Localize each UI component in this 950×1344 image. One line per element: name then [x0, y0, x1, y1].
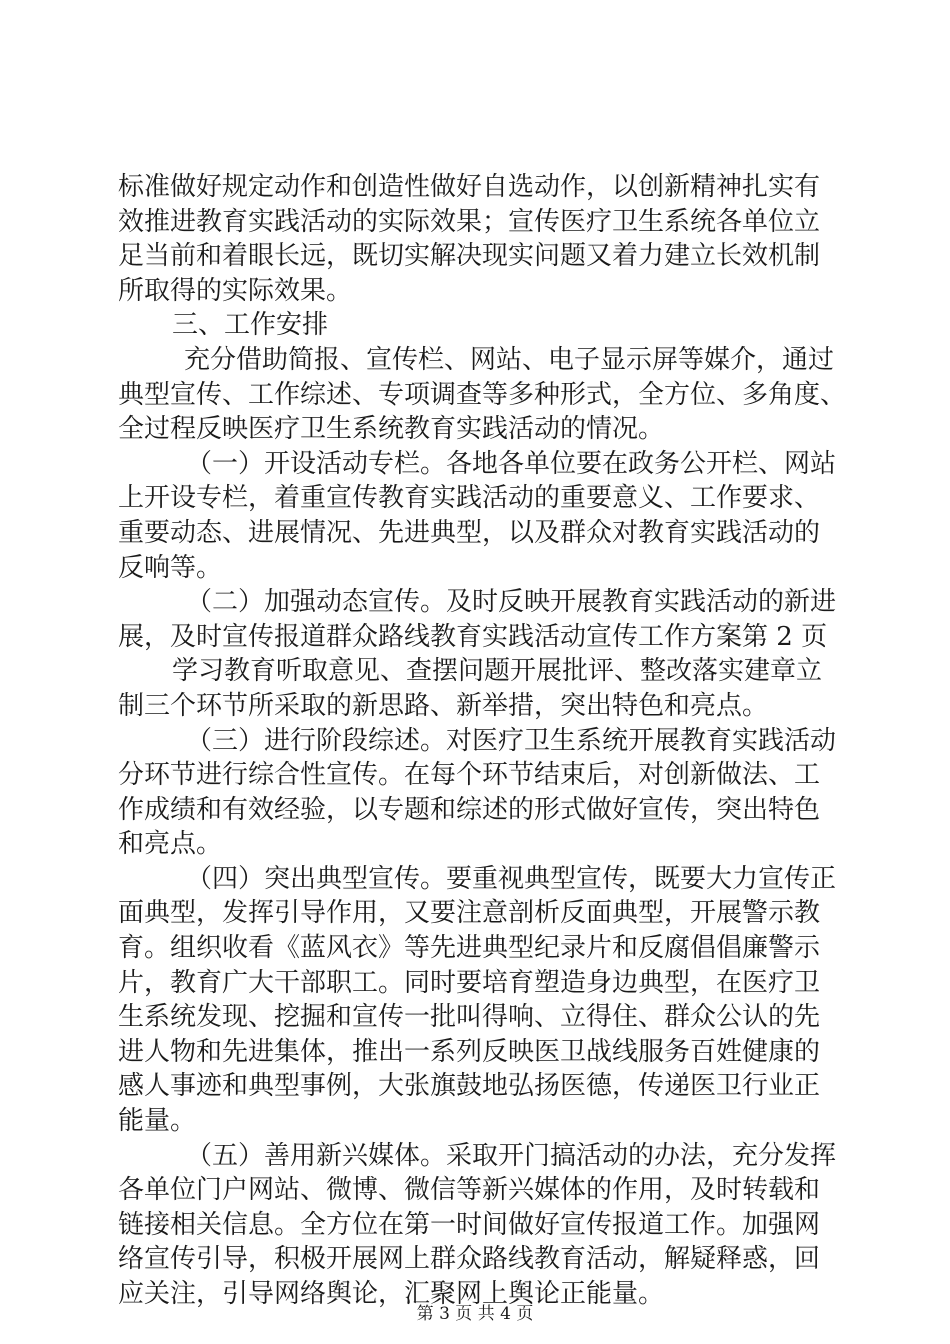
text-line: 片，教育广大干部职工。同时要培育塑造身边典型，在医疗卫	[118, 967, 821, 998]
text-line: 反响等。	[118, 552, 223, 583]
text-line: 生系统发现、挖掘和宣传一批叫得响、立得住、群众公认的先	[118, 1002, 821, 1033]
text-line: 应关注，引导网络舆论，汇聚网上舆论正能量。	[118, 1279, 665, 1309]
text-line: 感人事迹和典型事例，大张旗鼓地弘扬医德，传递医卫行业正	[118, 1071, 821, 1102]
body-text-block	[118, 170, 847, 1312]
text-line: 分环节进行综合性宣传。在每个环节结束后，对创新做法、工	[118, 760, 821, 791]
text-line: 重要动态、进展情况、先进典型，以及群众对教育实践活动的	[118, 517, 821, 548]
text-line: 面典型，发挥引导作用，又要注意剖析反面典型，开展警示教	[118, 898, 821, 929]
text-line: （三）进行阶段综述。对医疗卫生系统开展教育实践活动	[186, 725, 837, 756]
text-line: 进人物和先进集体，推出一系列反映医卫战线服务百姓健康的	[118, 1036, 821, 1067]
text-line: 和亮点。	[118, 829, 223, 860]
text-line: 各单位门户网站、微博、微信等新兴媒体的作用，及时转载和	[118, 1175, 821, 1206]
text-line: 学习教育听取意见、查摆问题开展批评、整改落实建章立	[172, 656, 823, 687]
page-footer	[0, 1303, 950, 1325]
text-line: 作成绩和有效经验，以专题和综述的形式做好宣传，突出特色	[118, 794, 821, 825]
text-line: （一）开设活动专栏。各地各单位要在政务公开栏、网站	[186, 448, 837, 479]
text-line: 育。组织收看《蓝风衣》等先进典型纪录片和反腐倡倡廉警示	[118, 933, 821, 964]
section-heading: 三、工作安排	[172, 310, 329, 341]
text-line: （五）善用新兴媒体。采取开门搞活动的办法，充分发挥	[186, 1140, 837, 1171]
text-line: 效推进教育实践活动的实际效果；宣传医疗卫生系统各单位立	[118, 206, 821, 237]
text-line: 典型宣传、工作综述、专项调查等多种形式，全方位、多角度、	[118, 379, 847, 410]
text-line: 能量。	[118, 1106, 197, 1137]
text-line: 络宣传引导，积极开展网上群众路线教育活动，解疑释惑，回	[118, 1244, 821, 1275]
document-body	[118, 170, 847, 1312]
text-line: （二）加强动态宣传。及时反映开展教育实践活动的新进	[186, 587, 837, 618]
text-line: 标准做好规定动作和创造性做好自选动作，以创新精神扎实有	[118, 172, 821, 202]
text-line: （四）突出典型宣传。要重视典型宣传，既要大力宣传正	[186, 863, 837, 894]
page-number-label: 第 3 页 共 4 页	[416, 1304, 534, 1324]
text-line: 全过程反映医疗卫生系统教育实践活动的情况。	[118, 414, 665, 445]
text-line: 充分借助简报、宣传栏、网站、电子显示屏等媒介，通过	[184, 344, 835, 375]
text-line: 链接相关信息。全方位在第一时间做好宣传报道工作。加强网	[118, 1209, 821, 1240]
text-line: 展，及时宣传报道群众路线教育实践活动宣传工作方案第 2 页	[118, 621, 828, 652]
text-line: 足当前和着眼长远，既切实解决现实问题又着力建立长效机制	[118, 241, 821, 272]
text-line: 所取得的实际效果。	[118, 275, 353, 306]
text-line: 制三个环节所采取的新思路、新举措，突出特色和亮点。	[118, 690, 769, 721]
text-line: 上开设专栏，着重宣传教育实践活动的重要意义、工作要求、	[118, 483, 821, 514]
